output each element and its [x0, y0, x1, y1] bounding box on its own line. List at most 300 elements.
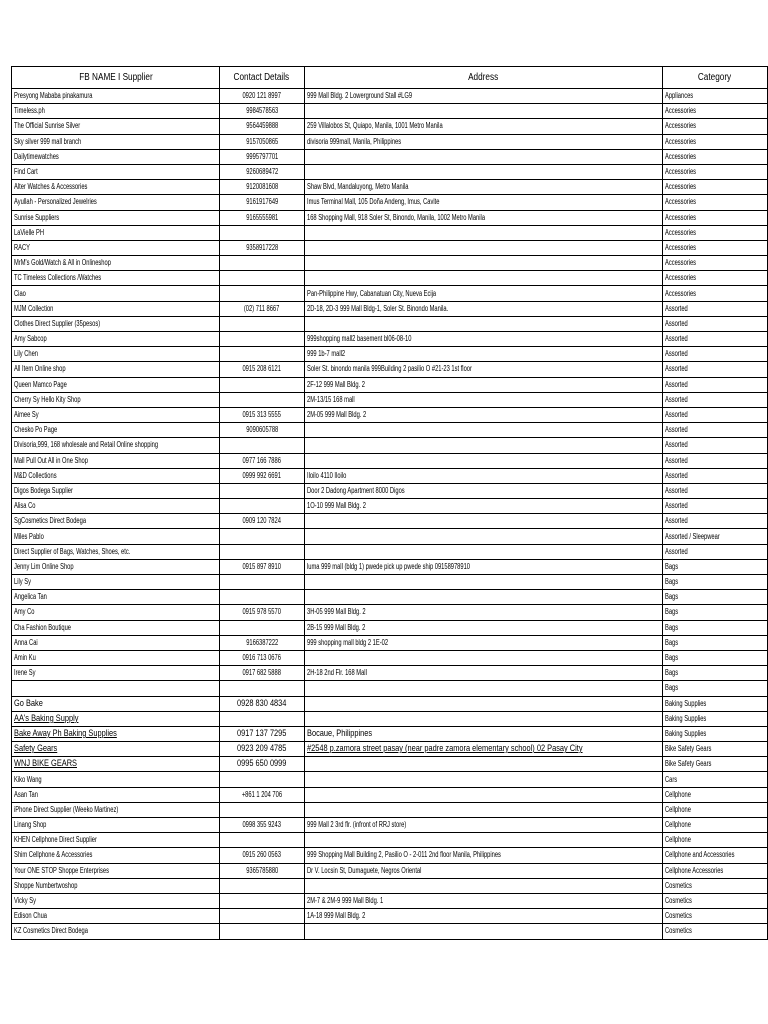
address-cell	[304, 529, 662, 544]
address-text: 999 shopping mall bldg 2 1E-02	[306, 637, 388, 647]
category-cell	[662, 438, 767, 453]
table-row	[12, 544, 768, 559]
address-text: Dr V. Locsin St, Dumaguete, Negros Oriental	[306, 865, 422, 875]
category-text: Accessories	[664, 197, 697, 207]
category-cell	[662, 696, 767, 711]
contact-cell	[219, 438, 304, 453]
category-text: Accessories	[664, 106, 697, 116]
supplier-text: Miles Pablo	[14, 531, 44, 541]
contact-cell	[219, 362, 304, 377]
category-text: Assorted	[664, 364, 688, 374]
address-text: 2D-18, 2D-3 999 Mall Bldg-1, Soler St. Binondo Manila.	[306, 303, 448, 313]
supplier-text: Sky silver 999 mall branch	[14, 136, 82, 146]
category-text: Cellphone	[664, 835, 691, 845]
address-cell	[304, 575, 662, 590]
contact-text: 0915 313 5555	[242, 410, 282, 420]
address-text: 3H-05 999 Mall Bldg. 2	[306, 607, 366, 617]
address-cell	[304, 726, 662, 741]
contact-cell	[219, 696, 304, 711]
contact-text: 0915 978 5570	[242, 607, 282, 617]
category-text: Assorted	[664, 349, 688, 359]
table-row	[12, 681, 768, 696]
category-cell	[662, 802, 767, 817]
address-text: 2M-7 & 2M-9 999 Mall Bldg. 1	[306, 896, 383, 906]
address-text: Shaw Blvd, Mandaluyong, Metro Manila	[306, 182, 409, 192]
address-cell	[304, 514, 662, 529]
category-text: Assorted	[664, 425, 688, 435]
category-text: Assorted	[664, 334, 688, 344]
table-row	[12, 559, 768, 574]
contact-cell	[219, 833, 304, 848]
table-row	[12, 787, 768, 802]
category-text: Assorted / Sleepwear	[664, 531, 720, 541]
supplier-text: Amy Sabcop	[14, 334, 47, 344]
category-text: Accessories	[664, 182, 697, 192]
table-row	[12, 256, 768, 271]
contact-text: 0917 682 5888	[242, 668, 282, 678]
category-cell	[662, 635, 767, 650]
table-row	[12, 893, 768, 908]
supplier-cell	[12, 848, 220, 863]
supplier-cell	[12, 757, 220, 772]
supplier-text: Direct Supplier of Bags, Watches, Shoes, etc.	[14, 546, 131, 556]
contact-cell	[219, 605, 304, 620]
contact-text: 0917 137 7295	[237, 727, 287, 739]
category-text: Cars	[664, 774, 678, 784]
address-cell	[304, 468, 662, 483]
address-text: 2B-15 999 Mall Bldg. 2	[306, 622, 365, 632]
supplier-text: Queen Mamco Page	[14, 379, 67, 389]
category-text: Accessories	[664, 273, 697, 283]
address-cell	[304, 195, 662, 210]
category-cell	[662, 499, 767, 514]
category-text: Cosmetics	[664, 896, 692, 906]
category-cell	[662, 362, 767, 377]
supplier-cell	[12, 286, 220, 301]
contact-cell	[219, 104, 304, 119]
supplier-cell	[12, 134, 220, 149]
category-text: Accessories	[664, 167, 697, 177]
category-cell	[662, 590, 767, 605]
supplier-cell	[12, 89, 220, 104]
address-cell	[304, 210, 662, 225]
contact-text: +861 1 204 706	[241, 789, 282, 799]
supplier-cell	[12, 453, 220, 468]
table-row	[12, 605, 768, 620]
address-cell	[304, 240, 662, 255]
address-cell	[304, 499, 662, 514]
category-cell	[662, 180, 767, 195]
supplier-cell	[12, 833, 220, 848]
category-cell	[662, 225, 767, 240]
contact-cell	[219, 347, 304, 362]
address-cell	[304, 301, 662, 316]
contact-cell	[219, 453, 304, 468]
supplier-text: Clothes Direct Supplier (35pesos)	[14, 318, 101, 328]
address-text: 2M-05 999 Mall Bldg. 2	[306, 410, 366, 420]
contact-text: 9166387222	[245, 637, 278, 647]
address-text: 999 1b-7 mall2	[306, 349, 345, 359]
table-row	[12, 271, 768, 286]
contact-cell	[219, 256, 304, 271]
category-cell	[662, 742, 767, 757]
contact-text: 9120081608	[245, 182, 278, 192]
category-cell	[662, 711, 767, 726]
header-contact: Contact Details	[227, 67, 296, 89]
table-row	[12, 635, 768, 650]
address-cell	[304, 696, 662, 711]
supplier-cell	[12, 620, 220, 635]
address-cell	[304, 286, 662, 301]
contact-cell	[219, 407, 304, 422]
address-cell	[304, 635, 662, 650]
address-cell	[304, 407, 662, 422]
supplier-cell	[12, 802, 220, 817]
supplier-text: Dailytimewatches	[14, 151, 59, 161]
address-cell	[304, 559, 662, 574]
category-cell	[662, 453, 767, 468]
address-text: #2548 p.zamora street pasay (near padre zamora elementary school) 02 Pasay City	[306, 743, 583, 755]
category-cell	[662, 529, 767, 544]
supplier-text: Jenny Lim Online Shop	[14, 561, 74, 571]
address-cell	[304, 316, 662, 331]
supplier-cell	[12, 316, 220, 331]
contact-cell	[219, 89, 304, 104]
contact-text: 0995 650 0999	[237, 758, 287, 770]
contact-cell	[219, 559, 304, 574]
category-text: Bags	[664, 683, 679, 693]
contact-cell	[219, 666, 304, 681]
address-text: Bocaue, Philippines	[306, 727, 372, 739]
table-row	[12, 575, 768, 590]
contact-text: 0928 830 4834	[237, 697, 287, 709]
supplier-cell	[12, 878, 220, 893]
supplier-cell	[12, 149, 220, 164]
contact-text: 9564459888	[245, 121, 278, 131]
category-cell	[662, 514, 767, 529]
supplier-cell	[12, 195, 220, 210]
category-text: Assorted	[664, 440, 688, 450]
supplier-cell	[12, 742, 220, 757]
contact-cell	[219, 650, 304, 665]
address-cell	[304, 772, 662, 787]
category-cell	[662, 544, 767, 559]
address-cell	[304, 590, 662, 605]
table-row	[12, 726, 768, 741]
category-cell	[662, 666, 767, 681]
table-row	[12, 802, 768, 817]
supplier-text: Timeless.ph	[14, 106, 45, 116]
address-text: 1A-18 999 Mall Bldg. 2	[306, 911, 365, 921]
table-row	[12, 438, 768, 453]
category-cell	[662, 392, 767, 407]
supplier-cell	[12, 605, 220, 620]
address-cell	[304, 362, 662, 377]
category-text: Baking Supplies	[664, 713, 707, 723]
address-text: divisoria 999mall, Manila, Philippines	[306, 136, 401, 146]
table-row	[12, 878, 768, 893]
table-row	[12, 924, 768, 939]
category-cell	[662, 149, 767, 164]
contact-cell	[219, 392, 304, 407]
category-cell	[662, 681, 767, 696]
table-row	[12, 818, 768, 833]
category-cell	[662, 377, 767, 392]
category-cell	[662, 878, 767, 893]
category-cell	[662, 772, 767, 787]
category-text: Accessories	[664, 288, 697, 298]
supplier-text: Linang Shop	[14, 820, 47, 830]
supplier-text: Chesko Po Page	[14, 425, 58, 435]
address-text: 259 Villalobos St, Quiapo, Manila, 1001 Metro Manila	[306, 121, 443, 131]
contact-cell	[219, 468, 304, 483]
supplier-text: Alter Watches & Accessories	[14, 182, 88, 192]
contact-cell	[219, 772, 304, 787]
supplier-text: TC Timeless Collections /Watches	[14, 273, 102, 283]
contact-cell	[219, 863, 304, 878]
supplier-text: Go Bake	[14, 697, 43, 709]
supplier-cell	[12, 635, 220, 650]
category-cell	[662, 407, 767, 422]
supplier-text: RACY	[14, 242, 31, 252]
category-text: Bags	[664, 653, 679, 663]
table-row	[12, 468, 768, 483]
contact-cell	[219, 499, 304, 514]
supplier-text: The Official Sunrise Silver	[14, 121, 81, 131]
category-text: Accessories	[664, 242, 697, 252]
category-cell	[662, 332, 767, 347]
category-cell	[662, 195, 767, 210]
supplier-cell	[12, 590, 220, 605]
contact-cell	[219, 149, 304, 164]
contact-cell	[219, 195, 304, 210]
contact-cell	[219, 180, 304, 195]
address-cell	[304, 392, 662, 407]
contact-cell	[219, 377, 304, 392]
supplier-text: Vicky Sy	[14, 896, 36, 906]
supplier-text: SgCosmetics Direct Bodega	[14, 516, 87, 526]
category-cell	[662, 316, 767, 331]
contact-cell	[219, 210, 304, 225]
supplier-cell	[12, 818, 220, 833]
category-text: Bags	[664, 637, 679, 647]
supplier-text: Cherry Sy Hello Kity Shop	[14, 394, 81, 404]
supplier-cell	[12, 423, 220, 438]
contact-cell	[219, 240, 304, 255]
supplier-text: MJM Collection	[14, 303, 54, 313]
table-row	[12, 392, 768, 407]
contact-cell	[219, 878, 304, 893]
address-cell	[304, 818, 662, 833]
table-row	[12, 195, 768, 210]
category-cell	[662, 893, 767, 908]
contact-text: 9365785880	[245, 865, 278, 875]
category-cell	[662, 559, 767, 574]
table-row	[12, 240, 768, 255]
address-cell	[304, 453, 662, 468]
category-cell	[662, 818, 767, 833]
category-cell	[662, 483, 767, 498]
address-cell	[304, 833, 662, 848]
supplier-cell	[12, 696, 220, 711]
contact-text: 9995797701	[245, 151, 278, 161]
supplier-cell	[12, 301, 220, 316]
contact-text: 9157050865	[245, 136, 278, 146]
contact-cell	[219, 164, 304, 179]
supplier-cell	[12, 772, 220, 787]
category-text: Cosmetics	[664, 926, 692, 936]
table-row	[12, 620, 768, 635]
contact-cell	[219, 787, 304, 802]
supplier-cell	[12, 483, 220, 498]
supplier-text: Ciao	[14, 288, 26, 298]
supplier-cell	[12, 863, 220, 878]
contact-cell	[219, 483, 304, 498]
table-row	[12, 316, 768, 331]
address-text: 2M-13/15 168 mall	[306, 394, 355, 404]
contact-cell	[219, 332, 304, 347]
supplier-cell	[12, 256, 220, 271]
supplier-cell	[12, 529, 220, 544]
table-row	[12, 666, 768, 681]
contact-text: 9165555981	[245, 212, 278, 222]
contact-cell	[219, 681, 304, 696]
category-cell	[662, 848, 767, 863]
address-text: 1O-10 999 Mall Bldg. 2	[306, 501, 366, 511]
category-text: Cellphone	[664, 804, 691, 814]
contact-cell	[219, 529, 304, 544]
supplier-cell	[12, 392, 220, 407]
category-text: Accessories	[664, 212, 697, 222]
contact-cell	[219, 742, 304, 757]
contact-cell	[219, 514, 304, 529]
category-text: Assorted	[664, 318, 688, 328]
address-cell	[304, 423, 662, 438]
contact-text: 0916 713 0676	[242, 653, 282, 663]
address-cell	[304, 544, 662, 559]
table-row	[12, 149, 768, 164]
address-text: 999 Mall Bldg. 2 Lowerground Stall #LG9	[306, 91, 412, 101]
contact-cell	[219, 924, 304, 939]
category-cell	[662, 620, 767, 635]
supplier-cell	[12, 650, 220, 665]
category-cell	[662, 909, 767, 924]
supplier-cell	[12, 164, 220, 179]
supplier-text: Lily Sy	[14, 577, 31, 587]
supplier-cell	[12, 468, 220, 483]
table-row	[12, 332, 768, 347]
category-text: Baking Supplies	[664, 698, 707, 708]
address-cell	[304, 757, 662, 772]
table-row	[12, 301, 768, 316]
category-text: Bike Safety Gears	[664, 744, 712, 754]
supplier-cell	[12, 438, 220, 453]
category-text: Cellphone	[664, 789, 691, 799]
category-text: Bags	[664, 577, 679, 587]
category-text: Assorted	[664, 470, 688, 480]
table-row	[12, 499, 768, 514]
category-text: Cellphone and Accessories	[664, 850, 735, 860]
category-text: Assorted	[664, 379, 688, 389]
supplier-text: iPhone Direct Supplier (Weeko Martinez)	[14, 804, 119, 814]
table-row	[12, 590, 768, 605]
supplier-text: Edison Chua	[14, 911, 47, 921]
address-cell	[304, 711, 662, 726]
category-cell	[662, 286, 767, 301]
contact-text: 9358917228	[245, 242, 278, 252]
table-row	[12, 909, 768, 924]
category-cell	[662, 650, 767, 665]
supplier-text: Mall Pull Out All in One Shop	[14, 455, 88, 465]
category-text: Accessories	[664, 151, 697, 161]
address-cell	[304, 802, 662, 817]
contact-text: 0999 992 6691	[242, 470, 282, 480]
address-text: 2F-12 999 Mall Bldg. 2	[306, 379, 365, 389]
contact-text: 0915 208 6121	[242, 364, 282, 374]
address-text: luma 999 mall (bldg 1) pwede pick up pwede ship 09158978910	[306, 561, 470, 571]
address-cell	[304, 104, 662, 119]
category-text: Assorted	[664, 455, 688, 465]
category-cell	[662, 726, 767, 741]
supplier-cell	[12, 407, 220, 422]
address-cell	[304, 377, 662, 392]
category-text: Assorted	[664, 410, 688, 420]
supplier-text: Angelica Tan	[14, 592, 47, 602]
supplier-text: Kiko Wang	[14, 774, 42, 784]
supplier-cell	[12, 332, 220, 347]
contact-cell	[219, 575, 304, 590]
supplier-text: Find Cart	[14, 167, 38, 177]
address-cell	[304, 89, 662, 104]
supplier-table	[11, 66, 768, 940]
contact-cell	[219, 316, 304, 331]
category-cell	[662, 164, 767, 179]
category-text: Accessories	[664, 121, 697, 131]
address-cell	[304, 681, 662, 696]
category-text: Bags	[664, 668, 679, 678]
category-text: Cellphone Accessories	[664, 865, 724, 875]
supplier-text: Alisa Co	[14, 501, 36, 511]
category-text: Cosmetics	[664, 880, 692, 890]
contact-text: 9984578563	[245, 106, 278, 116]
address-cell	[304, 438, 662, 453]
category-text: Cosmetics	[664, 911, 692, 921]
table-row	[12, 742, 768, 757]
contact-text: 9090605788	[245, 425, 278, 435]
contact-cell	[219, 802, 304, 817]
supplier-cell	[12, 180, 220, 195]
category-text: Assorted	[664, 501, 688, 511]
supplier-cell	[12, 909, 220, 924]
address-cell	[304, 909, 662, 924]
address-cell	[304, 742, 662, 757]
address-cell	[304, 256, 662, 271]
contact-cell	[219, 544, 304, 559]
table-row	[12, 529, 768, 544]
category-text: Bags	[664, 607, 679, 617]
address-cell	[304, 863, 662, 878]
supplier-cell	[12, 499, 220, 514]
category-cell	[662, 104, 767, 119]
contact-cell	[219, 893, 304, 908]
address-cell	[304, 893, 662, 908]
category-cell	[662, 256, 767, 271]
address-cell	[304, 666, 662, 681]
contact-cell	[219, 119, 304, 134]
supplier-cell	[12, 559, 220, 574]
contact-cell	[219, 286, 304, 301]
supplier-text: Presyong Mababa pinakamura	[14, 91, 93, 101]
